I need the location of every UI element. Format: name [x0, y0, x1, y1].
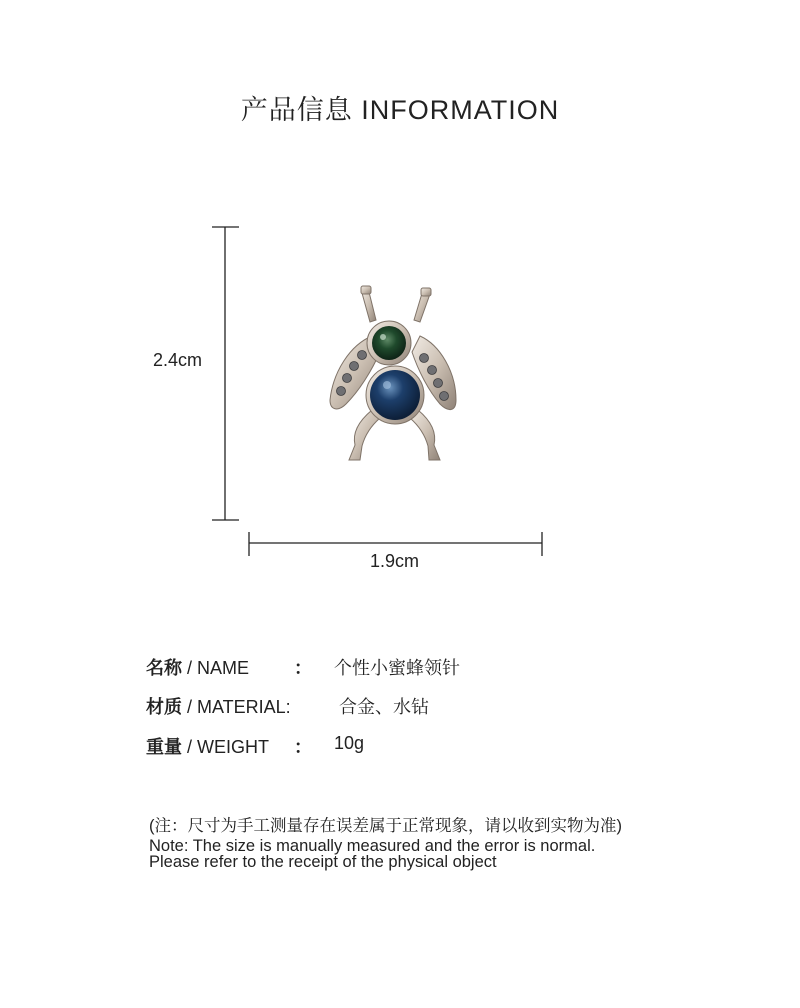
spec-key: 重量 / WEIGHT [146, 737, 269, 757]
spec-key: 材质 / MATERIAL: [146, 697, 291, 717]
spec-value-weight: 10g [334, 733, 365, 753]
spec-colon: ： [294, 737, 312, 757]
note-english-line1: Note: The size is manually measured and the error is normal. [149, 837, 596, 855]
spec-value-name: 个性小蜜蜂领针 [334, 658, 460, 678]
spec-colon: ： [294, 658, 312, 678]
note-chinese: (注：尺寸为手工测量存在误差属于正常现象，请以收到实物为准) [149, 817, 622, 835]
page-title: 产品信息 INFORMATION [240, 95, 560, 125]
width-dimension-label: 1.9cm [370, 551, 420, 571]
height-dimension-label: 2.4cm [153, 350, 203, 370]
note-english-line2: Please refer to the receipt of the physical object [149, 853, 497, 871]
height-dimension-line [212, 227, 239, 520]
spec-value-material: 合金、水钻 [339, 697, 429, 717]
bee-brooch-image [330, 286, 456, 460]
spec-key: 名称 / NAME [146, 658, 250, 678]
